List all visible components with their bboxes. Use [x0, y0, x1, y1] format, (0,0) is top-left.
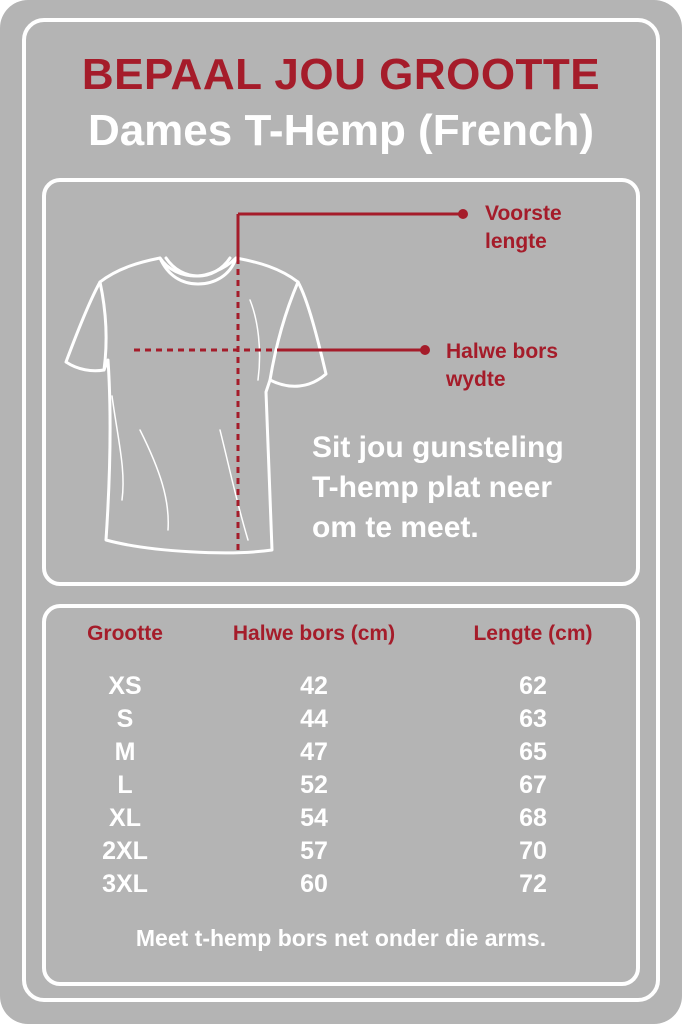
table-row — [0, 868, 682, 901]
front-length-label — [485, 200, 562, 256]
size-cell: 2XL — [102, 837, 148, 865]
column-header-half-chest: Halwe bors (cm) — [232, 622, 396, 645]
size-cell: XL — [109, 804, 141, 832]
table-row — [0, 802, 682, 835]
size-cell: 3XL — [102, 870, 148, 898]
half-chest-label-line2: wydte — [446, 368, 506, 391]
instruction-line1: Sit jou gunsteling — [312, 431, 564, 464]
half-chest-cell: 60 — [300, 870, 328, 898]
column-header-length: Lengte (cm) — [473, 622, 593, 645]
front-length-label-line1: Voorste — [485, 202, 562, 225]
table-row — [0, 736, 682, 769]
length-cell: 67 — [519, 771, 547, 799]
half-chest-cell: 54 — [300, 804, 328, 832]
half-chest-marker — [420, 345, 430, 355]
size-cell: XS — [108, 672, 142, 700]
length-cell: 63 — [519, 705, 547, 733]
page-title: BEPAAL JOU GROOTTE — [81, 50, 601, 99]
table-row — [0, 769, 682, 802]
half-chest-cell: 47 — [300, 738, 328, 766]
measurement-note: Meet t-hemp bors net onder die arms. — [135, 925, 547, 951]
half-chest-label-line1: Halwe bors — [446, 340, 559, 363]
size-table-body — [0, 670, 682, 901]
half-chest-label — [446, 338, 558, 394]
size-cell: M — [114, 738, 136, 766]
length-cell: 70 — [519, 837, 547, 865]
front-length-marker — [458, 209, 468, 219]
page-subtitle: Dames T-Hemp (French) — [87, 106, 595, 155]
table-row — [0, 670, 682, 703]
instruction-line2: T-hemp plat neer — [312, 471, 553, 504]
half-chest-cell: 42 — [300, 672, 328, 700]
half-chest-cell: 57 — [300, 837, 328, 865]
length-cell: 68 — [519, 804, 547, 832]
table-row — [0, 835, 682, 868]
length-cell: 72 — [519, 870, 547, 898]
front-length-label-line2: lengte — [485, 230, 547, 253]
column-header-size: Grootte — [87, 622, 163, 645]
size-cell: L — [117, 771, 133, 799]
measuring-instructions — [312, 428, 632, 548]
half-chest-cell: 44 — [300, 705, 328, 733]
half-chest-cell: 52 — [300, 771, 328, 799]
length-cell: 62 — [519, 672, 547, 700]
instruction-line3: om te meet. — [312, 511, 479, 544]
length-cell: 65 — [519, 738, 547, 766]
size-cell: S — [116, 705, 134, 733]
table-row — [0, 703, 682, 736]
